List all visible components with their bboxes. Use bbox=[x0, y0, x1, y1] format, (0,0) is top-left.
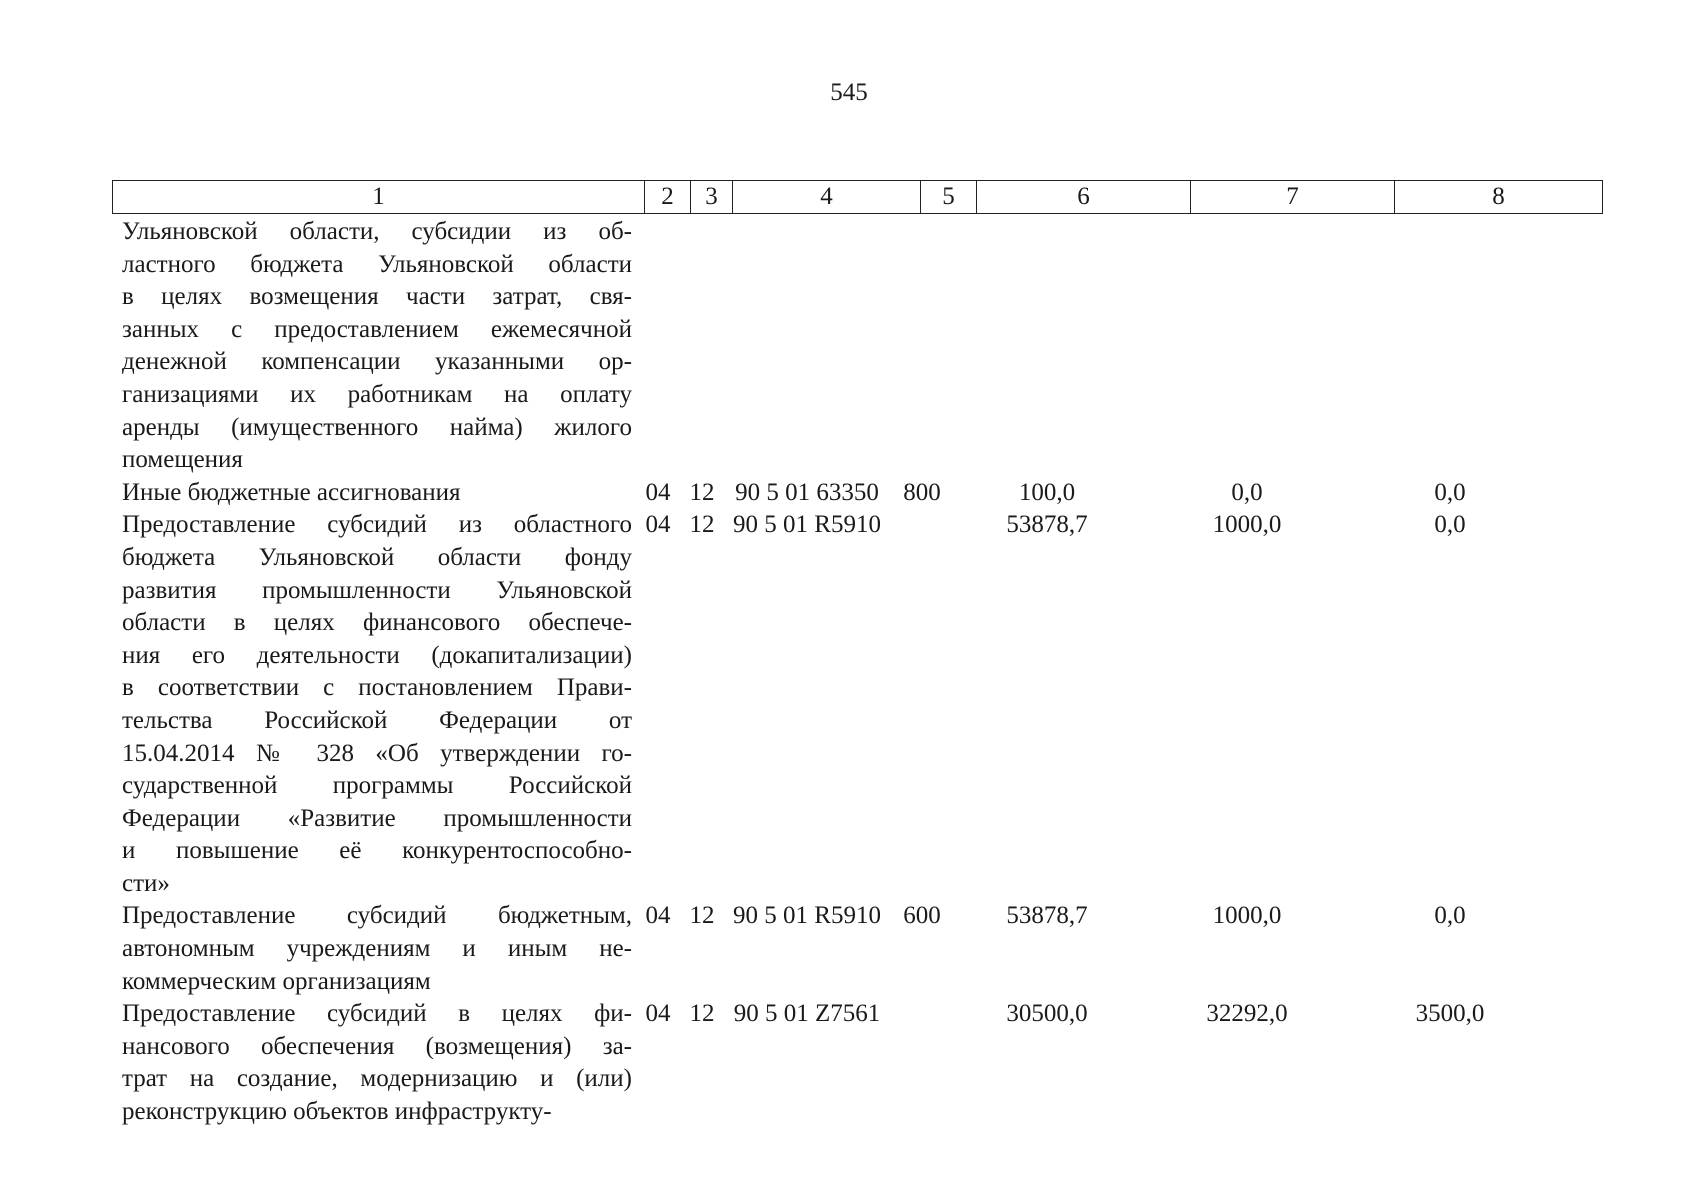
section-code: 04 bbox=[645, 478, 671, 506]
table-row bbox=[122, 477, 1602, 510]
header-col-5: 5 bbox=[921, 181, 977, 214]
row-description bbox=[122, 477, 632, 510]
description-line: ластного бюджета Ульяновской области bbox=[122, 250, 632, 278]
row-description bbox=[122, 900, 632, 998]
section-code: 04 bbox=[645, 511, 671, 539]
description-line: денежной компенсации указанными ор- bbox=[122, 348, 632, 376]
description-line: бюджета Ульяновской области фонду bbox=[122, 543, 632, 571]
amount-col-6: 30500,0 bbox=[1006, 1000, 1088, 1028]
header-col-8: 8 bbox=[1395, 181, 1603, 214]
target-article-code: 90 5 01 R5910 bbox=[733, 902, 881, 930]
table-row bbox=[122, 509, 1602, 900]
description-line: помещения bbox=[122, 446, 243, 474]
table-row bbox=[122, 900, 1602, 998]
description-line: и повышение её конкурентоспособно- bbox=[122, 837, 632, 865]
description-line: Ульяновской области, субсидии из об- bbox=[122, 218, 632, 245]
description-line: ния его деятельности (докапитализации) bbox=[122, 641, 632, 669]
description-line: реконструкцию объектов инфраструкту- bbox=[122, 1098, 552, 1126]
description-line: в соответствии с постановлением Прави- bbox=[122, 674, 632, 702]
amount-col-6: 53878,7 bbox=[1006, 511, 1088, 539]
amount-col-8: 0,0 bbox=[1434, 902, 1466, 930]
description-line: сти» bbox=[122, 869, 170, 897]
table-row bbox=[122, 216, 1602, 477]
amount-col-8: 3500,0 bbox=[1415, 1000, 1485, 1028]
amount-col-6: 100,0 bbox=[1018, 478, 1076, 506]
description-line: в целях возмещения части затрат, свя- bbox=[122, 283, 632, 311]
description-line: сударственной программы Российской bbox=[122, 772, 632, 800]
header-col-1: 1 bbox=[113, 181, 645, 214]
description-line: тельства Российской Федерации от bbox=[122, 706, 632, 734]
table-row bbox=[122, 998, 1602, 1128]
description-line: Предоставление субсидий бюджетным, bbox=[122, 902, 632, 930]
expense-type-code: 800 bbox=[903, 478, 941, 506]
amount-col-7: 1000,0 bbox=[1212, 511, 1282, 539]
subsection-code: 12 bbox=[689, 902, 715, 930]
amount-col-7: 1000,0 bbox=[1212, 902, 1282, 930]
subsection-code: 12 bbox=[689, 478, 715, 506]
description-line: Иные бюджетные ассигнования bbox=[122, 478, 461, 506]
amount-col-8: 0,0 bbox=[1434, 511, 1466, 539]
expense-type-code: 600 bbox=[903, 902, 941, 930]
description-line: 15.04.2014 № 328 «Об утверждении го- bbox=[122, 739, 632, 767]
description-line: занных с предоставлением ежемесячной bbox=[122, 315, 632, 343]
section-code: 04 bbox=[645, 902, 671, 930]
description-line: нансового обеспечения (возмещения) за- bbox=[122, 1032, 632, 1060]
amount-col-6: 53878,7 bbox=[1006, 902, 1088, 930]
description-line: ганизациями их работникам на оплату bbox=[122, 380, 632, 408]
target-article-code: 90 5 01 Z7561 bbox=[733, 1000, 881, 1028]
target-article-code: 90 5 01 63350 bbox=[735, 478, 879, 506]
amount-col-7: 32292,0 bbox=[1206, 1000, 1288, 1028]
table-header bbox=[112, 180, 1603, 214]
subsection-code: 12 bbox=[689, 1000, 715, 1028]
header-col-6: 6 bbox=[977, 181, 1191, 214]
row-description bbox=[122, 509, 632, 900]
page-number: 545 bbox=[830, 79, 868, 106]
description-line: Предоставление субсидий в целях фи- bbox=[122, 1000, 632, 1028]
description-line: коммерческим организациям bbox=[122, 967, 431, 995]
row-description bbox=[122, 998, 632, 1128]
description-line: трат на создание, модернизацию и (или) bbox=[122, 1065, 632, 1093]
header-col-7: 7 bbox=[1191, 181, 1395, 214]
description-line: Федерации «Развитие промышленности bbox=[122, 804, 632, 832]
header-col-4: 4 bbox=[733, 181, 921, 214]
description-line: автономным учреждениям и иным не- bbox=[122, 935, 632, 963]
target-article-code: 90 5 01 R5910 bbox=[733, 511, 881, 539]
row-description bbox=[122, 216, 632, 477]
amount-col-8: 0,0 bbox=[1434, 478, 1466, 506]
table-body bbox=[122, 216, 1602, 1129]
description-line: области в целях финансового обеспече- bbox=[122, 609, 632, 637]
amount-col-7: 0,0 bbox=[1231, 478, 1263, 506]
section-code: 04 bbox=[645, 1000, 671, 1028]
description-line: аренды (имущественного найма) жилого bbox=[122, 413, 632, 441]
header-col-3: 3 bbox=[691, 181, 733, 214]
description-line: Предоставление субсидий из областного bbox=[122, 511, 632, 539]
header-col-2: 2 bbox=[645, 181, 691, 214]
subsection-code: 12 bbox=[689, 511, 715, 539]
description-line: развития промышленности Ульяновской bbox=[122, 576, 632, 604]
